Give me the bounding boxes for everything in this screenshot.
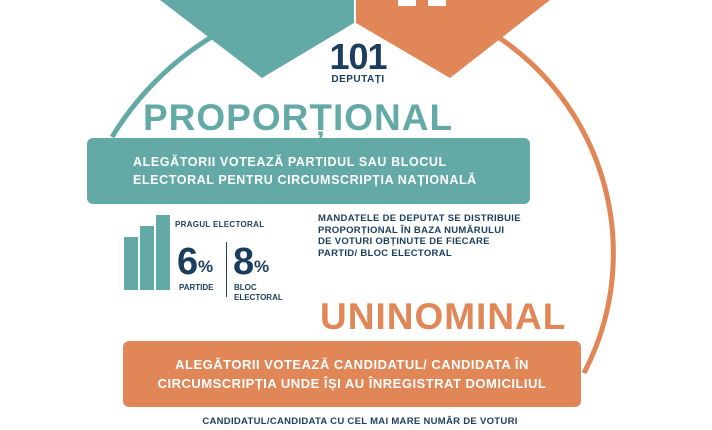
parties-caption: PARTIDE	[179, 283, 214, 292]
proportional-description	[133, 153, 523, 189]
threshold-divider	[226, 242, 227, 297]
threshold-label: PRAGUL ELECTORAL	[175, 220, 265, 229]
arrow-glyph-fragment	[428, 0, 446, 6]
proportional-description-line: ALEGĂTORII VOTEAZĂ PARTIDUL SAU BLOCUL	[133, 155, 447, 169]
parties-threshold-value: 6	[177, 241, 198, 283]
distribution-line: PARTID/ BLOC ELECTORAL	[318, 247, 452, 259]
arrow-glyph-fragment	[398, 0, 416, 6]
distribution-text	[318, 213, 563, 259]
proportional-description-line: ELECTORAL PENTRU CIRCUMSCRIPȚIA NAȚIONALĂ	[133, 173, 477, 187]
deputies-count: 101	[329, 36, 387, 77]
bloc-percent-sign: %	[254, 257, 270, 276]
bloc-caption-line: BLOC	[234, 283, 257, 292]
distribution-line: DE VOTURI OBȚINUTE DE FIECARE	[318, 236, 490, 247]
bar-icon-segment	[140, 226, 154, 290]
bar-icon-segment	[124, 237, 138, 290]
uninominal-description-line: CIRCUMSCRIPȚIA UNDE ÎȘI AU ÎNREGISTRAT DOMICILIUL	[157, 376, 547, 391]
parties-percent-sign: %	[198, 257, 214, 276]
footer-text: CANDIDATUL/CANDIDATA CU CEL MAI MARE NUMĂR DE VOTURI	[202, 416, 518, 427]
bar-icon-segment	[156, 215, 170, 290]
uninominal-description	[124, 355, 580, 393]
distribution-line: MANDATELE DE DEPUTAT SE DISTRIBUIE	[318, 213, 521, 224]
bloc-caption	[234, 283, 283, 303]
distribution-line: PROPORȚIONAL ÎN BAZA NUMĂRULUI	[318, 224, 505, 236]
deputies-label: DEPUTAȚI	[331, 74, 385, 85]
bloc-threshold-value: 8	[233, 241, 254, 283]
uninominal-heading: UNINOMINAL	[320, 296, 567, 337]
bloc-caption-line: ELECTORAL	[234, 293, 283, 302]
proportional-heading: PROPORȚIONAL	[143, 97, 454, 138]
uninominal-description-line: ALEGĂTORII VOTEAZĂ CANDIDATUL/ CANDIDATA ÎN	[175, 357, 529, 372]
